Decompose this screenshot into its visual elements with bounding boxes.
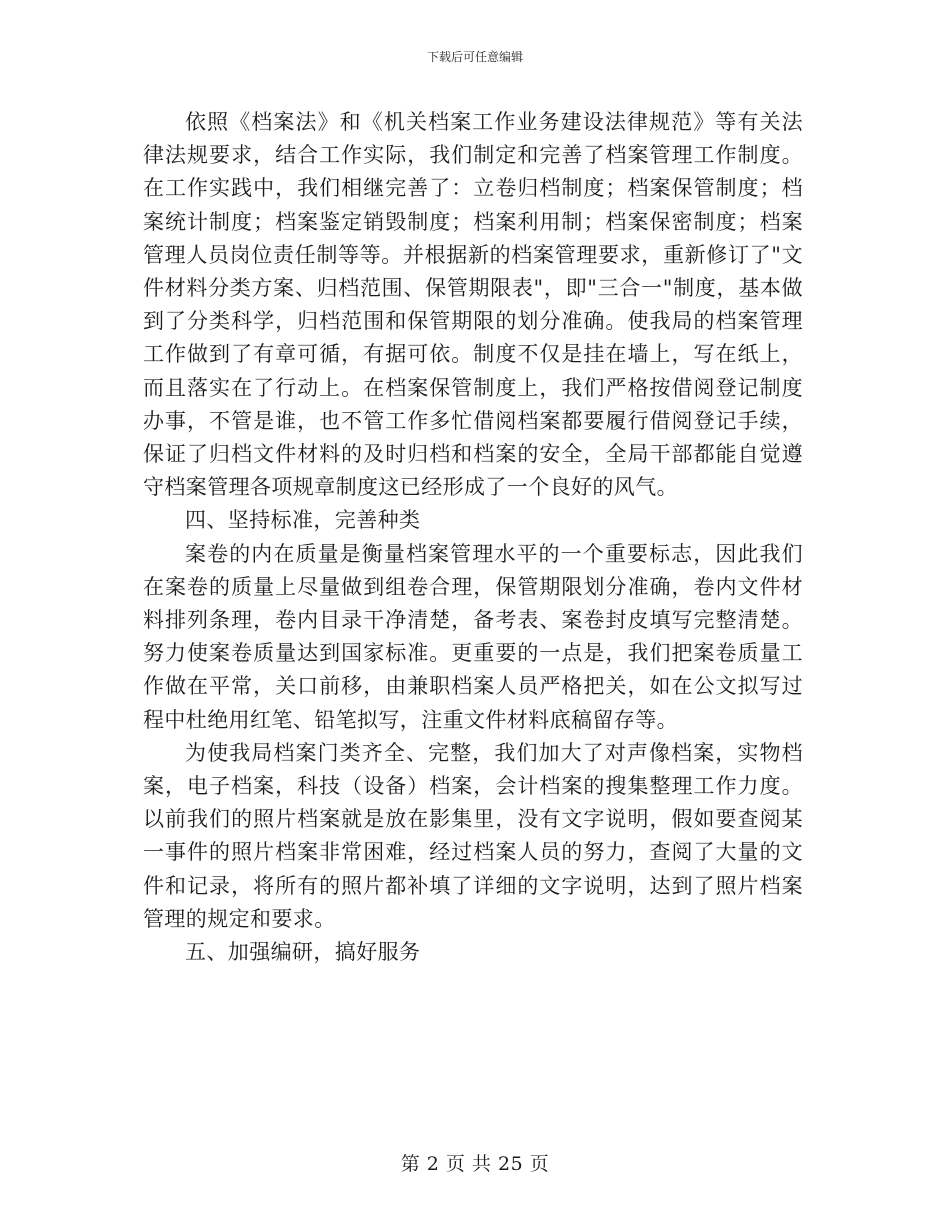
page-header: 下载后可任意编辑 [426,50,523,64]
document-body [143,106,803,969]
paragraph-file-quality: 案卷的内在质量是衡量档案管理水平的一个重要标志，因此我们在案卷的质量上尽量做到组卷合理，保管期限划分准确，卷内文件材料排列条理，卷内目录干净清楚，备考表、案卷封皮填写完整清楚。努力使案卷质量达到国家标准。更重要的一点是，我们把案卷质量工作做在平常，关口前移，由兼职档案人员严格把关，如在公文拟写过程中杜绝用红笔、铅笔拟写，注重文件材料底稿留存等。 [143,541,803,732]
section-heading-five: 五、加强编研，搞好服务 [185,940,421,965]
page-number: 第 2 页 共 25 页 [400,1153,550,1175]
paragraph-archive-categories: 为使我局档案门类齐全、完整，我们加大了对声像档案，实物档案，电子档案，科技（设备）档案，会计档案的搜集整理工作力度。以前我们的照片档案就是放在影集里，没有文字说明，假如要查阅某一事件的照片档案非常困难，经过档案人员的努力，查阅了大量的文件和记录，将所有的照片都补填了详细的文字说明，达到了照片档案管理的规定和要求。 [143,740,803,931]
section-heading-four: 四、坚持标准，完善种类 [185,508,421,533]
paragraph-archive-system: 依照《档案法》和《机关档案工作业务建设法律规范》等有关法律法规要求，结合工作实际，我们制定和完善了档案管理工作制度。在工作实践中，我们相继完善了：立卷归档制度；档案保管制度；档案统计制度；档案鉴定销毁制度；档案利用制；档案保密制度；档案管理人员岗位责任制等等。并根据新的档案管理要求，重新修订了"文件材料分类方案、归档范围、保管期限表"，即"三合一"制度，基本做到了分类科学，归档范围和保管期限的划分准确。使我局的档案管理工作做到了有章可循，有据可依。制度不仅是挂在墙上，写在纸上，而且落实在了行动上。在档案保管制度上，我们严格按借阅登记制度办事，不管是谁，也不管工作多忙借阅档案都要履行借阅登记手续，保证了归档文件材料的及时归档和档案的安全，全局干部都能自觉遵守档案管理各项规章制度这已经形成了一个良好的风气。 [143,110,803,500]
